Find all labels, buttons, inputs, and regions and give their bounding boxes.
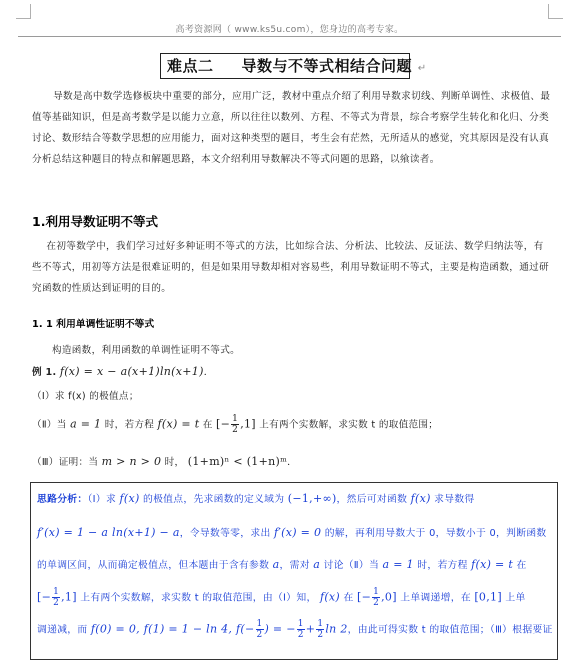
title-part-1: 难点二 [167, 57, 214, 75]
a3-math-3: a = 1 [382, 558, 414, 571]
a1-text-2: 的极值点，先求函数的定义域为 [142, 494, 285, 505]
section-1-1-desc: 构造函数，利用函数的单调性证明不等式。 [52, 345, 240, 356]
analysis-line-1 [37, 491, 475, 505]
page-header: 高考资源网（ www.ks5u.com），您身边的高考专家。 [175, 25, 404, 35]
q3-math-a: m > n > 0 [101, 455, 162, 468]
q2-text-d: 上有两个实数解，求实数 t 的取值范围； [259, 419, 439, 431]
a4-interval2-open: [− [356, 590, 372, 604]
example-label: 例 1. [32, 367, 57, 378]
a3-math-1: a [272, 558, 280, 571]
fraction-denominator: 2 [297, 630, 304, 640]
a3-math-4: f(x) = t [471, 558, 514, 571]
fraction-numerator: 1 [256, 619, 263, 629]
q2-interval-close: ,1] [240, 417, 256, 431]
a2-text-2: 的解，再利用导数大于 0，导数小于 0，判断函数 [324, 528, 547, 539]
a4-text-4: 上单 [505, 592, 526, 604]
fraction-denominator: 2 [317, 630, 324, 640]
a1-text-3: ，然后可对函数 [336, 494, 408, 505]
a5-text-2: ，由此可得实数 t 的取值范围；（Ⅲ）根据要证 [347, 624, 553, 636]
q2-math-b: f(x) = t [157, 417, 200, 431]
q2-interval-open: [− [216, 417, 231, 431]
section-1-1-heading: 1. 1 利用单调性证明不等式 [32, 319, 155, 330]
a1-math-3: f(x) [410, 492, 431, 505]
fraction-denominator: 2 [53, 598, 60, 608]
q3-text-a: （Ⅲ）证明：当 [32, 457, 99, 468]
a2-math-2: f′(x) = 0 [274, 526, 322, 539]
analysis-line-5 [37, 619, 553, 640]
a5-fraction-1 [256, 619, 264, 640]
a3-text-5: 在 [516, 560, 527, 571]
q2-math-a: a = 1 [70, 417, 102, 431]
a3-text-1: 的单调区间，从而确定极值点，但本题由于含有参数 [37, 560, 270, 571]
a5-math-3: + [305, 622, 316, 636]
q2-fraction [231, 414, 239, 435]
a5-text-1: 调递减，而 [37, 624, 88, 636]
a4-fraction-2 [372, 587, 380, 608]
section-1-heading: 1.利用导数证明不等式 [32, 214, 158, 229]
paragraph-mark-icon: ↵ [417, 63, 427, 74]
analysis-line-4 [37, 587, 526, 608]
question-2 [32, 414, 438, 435]
q2-text-a: （Ⅱ）当 [32, 419, 67, 431]
analysis-label: 思路分析： [37, 494, 88, 505]
a2-math-1: f′(x) = 1 − a ln(x+1) − a [37, 526, 180, 539]
title-part-2: 导数与不等式相结合问题 [241, 57, 413, 75]
fraction-denominator: 2 [256, 630, 263, 640]
a1: （Ⅰ）求 [87, 494, 117, 505]
example-1-line [32, 364, 214, 378]
fraction-numerator: 1 [232, 414, 239, 424]
intro-paragraph: 导数是高中数学选修板块中重要的部分，应用广泛，教材中重点介绍了利用导数求切线、判断单调性、求极值、最值等基础知识，但是高考数学是以能力立意，所以往往以数列、方程、不等式为背景，综合考察学生转化和化归、分类讨论、数形结合等数学思想的应用能力，面对这种类型的题目，考生会有茫然，无所适从的感觉，究其原因是没有认真分析总结这种题目的特点和解题思路，本文介绍利用导数解决不等式问题的思路，以飨读者。 [32, 91, 551, 165]
q3-text-b: 时， [164, 457, 185, 468]
a4-text-2: 在 [343, 592, 354, 604]
a5-math-2: ) = − [264, 622, 296, 636]
section-1-paragraph: 在初等数学中，我们学习过好多种证明不等式的方法，比如综合法、分析法、比较法、反证法、数学归纳法等，有些不等式，用初等方法是很难证明的，但是如果用导数却相对容易些，利用导数证明不等式，主要是构造函数，通过研究函数的性质达到证明的目的。 [32, 241, 550, 294]
a3-text-4: 时，若方程 [417, 560, 468, 571]
a3-math-2: a [313, 558, 321, 571]
fraction-numerator: 1 [317, 619, 324, 629]
a5-math-1: f(0) = 0, f(1) = 1 − ln 4, f(− [90, 622, 255, 636]
a1-text-4: 求导数得 [434, 494, 475, 505]
a5-fraction-3 [316, 619, 324, 640]
a1-math-2: (−1,+∞) [287, 492, 337, 505]
question-3 [32, 454, 297, 468]
document-title [160, 53, 427, 79]
a3-text-2: ，需对 [279, 560, 310, 571]
a4-math-1: f(x) [319, 590, 341, 604]
a3-text-3: 讨论（Ⅱ）当 [323, 560, 380, 571]
a4-math-2: [0,1] [474, 590, 502, 604]
a2-text-1: ，令导数等零，求出 [179, 528, 271, 539]
fraction-numerator: 1 [53, 587, 60, 597]
fraction-numerator: 1 [373, 587, 380, 597]
example-formula: f(x) = x − a(x+1)ln(x+1) [59, 365, 204, 378]
analysis-line-2 [37, 525, 547, 539]
header-rule [18, 36, 561, 37]
a4-text-3: 上单调递增，在 [400, 592, 471, 604]
crop-mark-top-right [548, 4, 563, 19]
q2-text-c: 在 [202, 419, 213, 431]
a4-interval2-close: ,0] [381, 590, 397, 604]
q2-text-b: 时，若方程 [104, 419, 155, 431]
analysis-box [30, 482, 558, 660]
q3-math-b: (1+m)ⁿ < (1+n)ᵐ [187, 455, 288, 468]
a4-fraction-1 [52, 587, 60, 608]
q3-text-c: ． [287, 457, 298, 468]
a5-math-4: ln 2 [325, 622, 348, 636]
a4-text-1: 上有两个实数解，求实数 t 的取值范围，由（Ⅰ）知， [80, 592, 317, 604]
fraction-denominator: 2 [373, 598, 380, 608]
a4-interval-open: [− [37, 590, 52, 604]
crop-mark-top-left [16, 4, 31, 19]
example-end: ． [203, 367, 214, 378]
a1-math-1: f(x) [119, 492, 140, 505]
analysis-line-3 [37, 557, 527, 571]
a5-fraction-2 [297, 619, 305, 640]
fraction-numerator: 1 [297, 619, 304, 629]
fraction-denominator: 2 [232, 425, 239, 435]
question-1: （Ⅰ）求 f(x) 的极值点； [32, 391, 139, 402]
a4-interval-close: ,1] [61, 590, 77, 604]
